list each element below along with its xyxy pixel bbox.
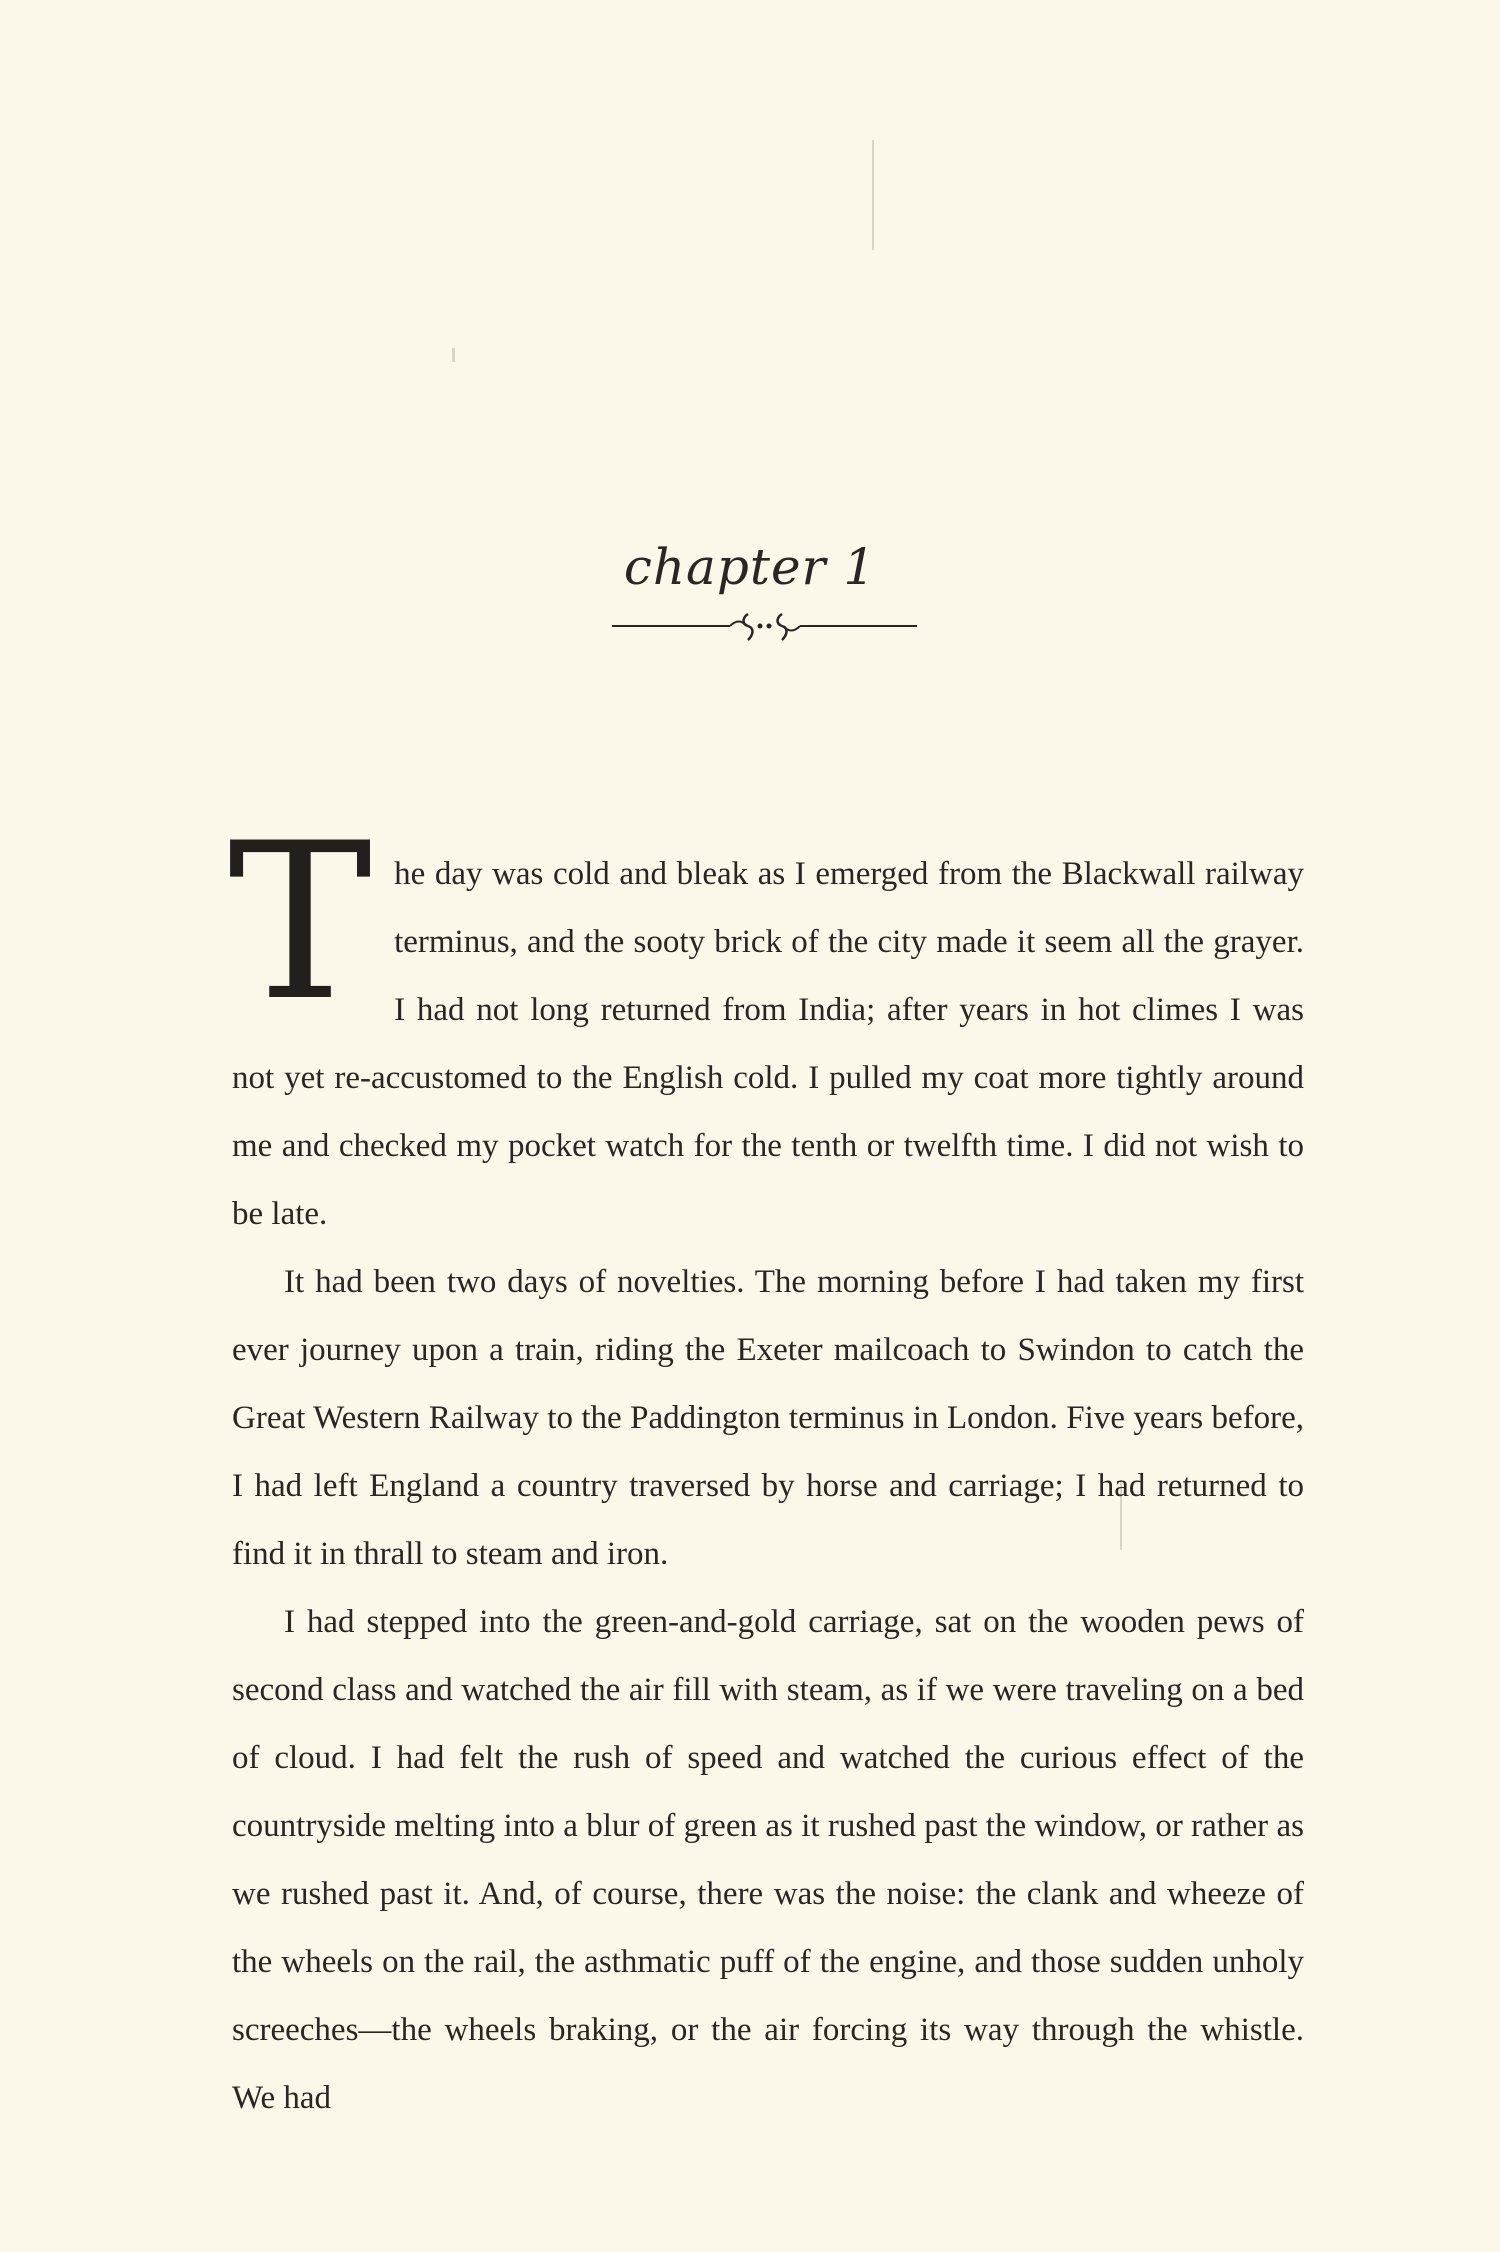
- chapter-ornament: [612, 600, 917, 650]
- opening-paragraph-text: he day was cold and bleak as I emerged from the Blackwall railway terminus, and the sooty brick of the city made it seem all the grayer. I had not long returned from India; after years in hot climes I was not yet re-accustomed to the English cold. I pulled my coat more tightly around me and checked my pocket watch for the tenth or twelfth time. I did not wish to be late.: [232, 856, 1304, 1232]
- scan-mark: [452, 348, 455, 362]
- chapter-heading: chapter 1: [623, 538, 877, 596]
- opening-paragraph: [228, 797, 1304, 1248]
- scan-mark: [872, 140, 874, 250]
- paragraph: I had stepped into the green-and-gold carriage, sat on the wooden pews of second class and watched the air fill with steam, as if we were traveling on a bed of cloud. I had felt the rush of speed and watched the curious effect of the countryside melting into a blur of green as it rushed past the window, or rather as we rushed past it. And, of course, there was the noise: the clank and wheeze of the wheels on the rail, the asthmatic puff of the engine, and those sudden unholy screeches—the wheels braking, or the air forcing its way through the whistle. We had: [232, 1604, 1304, 2116]
- drop-cap: T: [228, 797, 373, 1048]
- body-text: [228, 797, 1304, 2132]
- paragraph: It had been two days of novelties. The morning before I had taken my first ever journey upon a train, riding the Exeter mailcoach to Swindon to catch the Great Western Railway to the Paddington terminus in London. Five years before, I had left England a country traversed by horse and carriage; I had returned to find it in thrall to steam and iron.: [232, 1264, 1304, 1572]
